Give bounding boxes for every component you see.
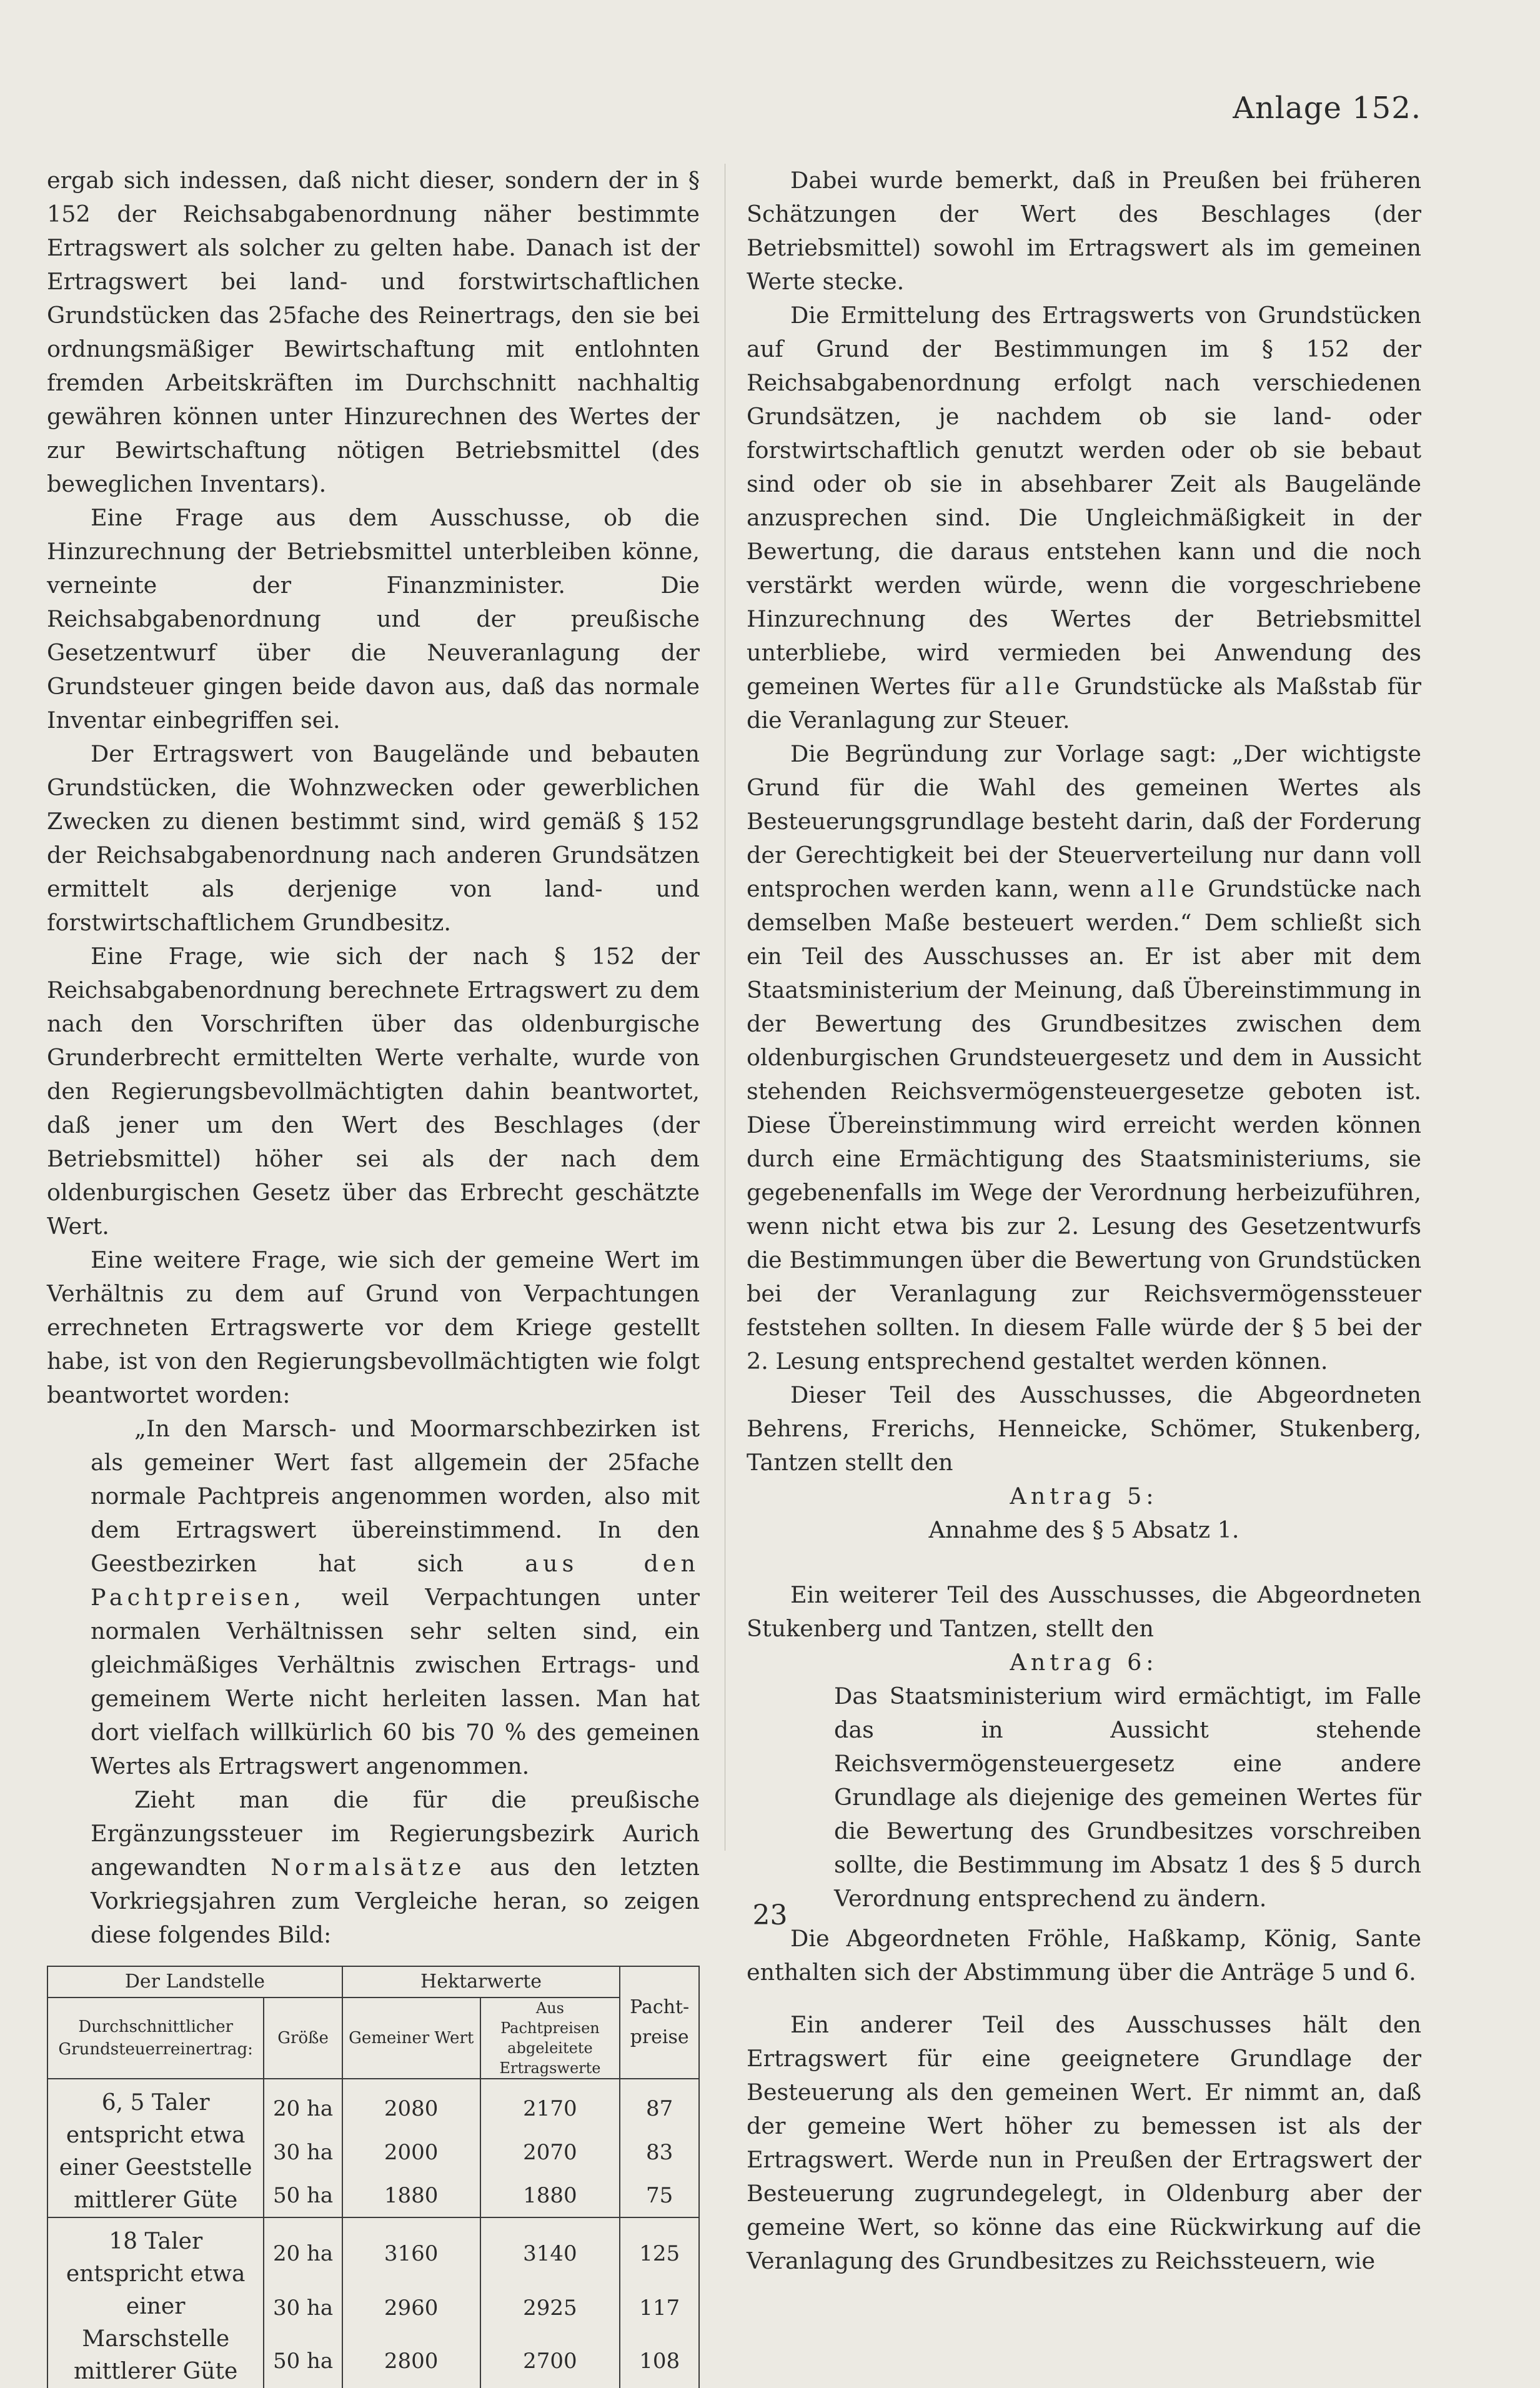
ertragswert-cell: 2700	[480, 2335, 620, 2388]
ertragswert-cell: 2070	[480, 2131, 620, 2174]
group-label: 18 Taler entspricht etwa einer Marschstelle mittlerer Güte	[47, 2217, 264, 2388]
table-row	[47, 2079, 699, 2131]
spaced-text: Normalsätze	[271, 1854, 466, 1881]
gemeiner-wert-cell: 1880	[342, 2174, 480, 2217]
header-groesse: Größe	[264, 1997, 342, 2079]
size-cell: 20 ha	[264, 2217, 342, 2282]
pachtpreis-cell: 75	[620, 2174, 699, 2217]
quote-paragraph	[47, 1412, 700, 1783]
paragraph	[747, 299, 1421, 737]
group-label: 6, 5 Taler entspricht etwa einer Geeststelle mittlerer Güte	[47, 2079, 264, 2217]
size-cell: 30 ha	[264, 2282, 342, 2335]
motion-5-body: Annahme des § 5 Absatz 1.	[928, 1516, 1239, 1543]
motion-6-title: Antrag 6:	[1010, 1649, 1158, 1676]
paragraph: Eine Frage, wie sich der nach § 152 der Reichsabgabenordnung berechnete Ertragswert zu dem nach den Vorschriften über das oldenburgische Grunderbrecht ermittelten Werte verhalte, wurde von den Regierungsbevollmächtigten dahin beantwortet, daß jener um den Wert des Beschlages (der Betriebsmittel) höher sei als der nach dem oldenburgischen Gesetz über das Erbrecht geschätzte Wert.	[47, 943, 700, 1240]
pachtpreis-cell: 108	[620, 2335, 699, 2388]
left-column	[47, 164, 700, 2388]
land-value-table	[47, 1966, 700, 2388]
ertragswert-cell: 1880	[480, 2174, 620, 2217]
motion-6-body: Das Staatsministerium wird ermächtigt, im Falle das in Aussicht stehende Reichsvermögensteuergesetz eine andere Grundlage als diejenige des gemeinen Wertes für die Bewertung des Grundbesitzes vorschreiben sollte, die Bestimmung im Absatz 1 des § 5 durch Verordnung entsprechend zu ändern.	[834, 1683, 1421, 1912]
paragraph: Eine weitere Frage, wie sich der gemeine Wert im Verhältnis zu dem auf Grund von Verpachtungen errechneten Ertragswerte vor dem Kriege gestellt habe, ist von den Regierungsbevollmächtigten wie folgt beantwortet worden:	[47, 1246, 700, 1408]
paragraph: Ein weiterer Teil des Ausschusses, die Abgeordneten Stukenberg und Tantzen, stellt den	[747, 1581, 1421, 1642]
size-cell: 50 ha	[264, 2335, 342, 2388]
pachtpreis-cell: 117	[620, 2282, 699, 2335]
header-gemeiner-wert: Gemeiner Wert	[342, 1997, 480, 2079]
quote-text: weil Verpachtungen unter normalen Verhältnissen sehr selten sind, ein gleichmäßiges Verhältnis zwischen Ertrags- und gemeinem Werte nicht herleiten lassen. Man hat dort vielfach willkürlich 60 bis 70 % des gemeinen Wertes als Ertragswert angenommen.	[91, 1584, 700, 1779]
paragraph: ergab sich indessen, daß nicht dieser, sondern der in § 152 der Reichsabgabenordnung näher bestimmte Ertragswert als solcher zu gelten habe. Danach ist der Ertragswert bei land- und forstwirtschaftlichen Grundstücken das 25fache des Reinertrags, den sie bei ordnungsmäßiger Bewirtschaftung mit entlohnten fremden Arbeitskräften im Durchschnitt nachhaltig gewähren können unter Hinzurechnen des Wertes der zur Bewirtschaftung nötigen Betriebsmittel (des beweglichen Inventars).	[47, 167, 700, 497]
paragraph-text: Grundstücke nach demselben Maße besteuert werden.“ Dem schließt sich ein Teil des Ausschusses an. Er ist aber mit dem Staatsministerium der Meinung, daß Übereinstimmung in der Bewertung des Grundbesitzes zwischen dem oldenburgischen Grundsteuergesetz und dem in Aussicht stehenden Reichsvermögensteuergesetze geboten ist. Diese Übereinstimmung wird erreicht werden können durch eine Ermächtigung des Staatsministeriums, sie gegebenenfalls im Wege der Verordnung herbeizuführen, wenn nicht etwa bis zur 2. Lesung des Gesetzentwurfs die Bestimmungen über die Bewertung von Grundstücken bei der Veranlagung zur Reichsvermögenssteuer feststehen sollten. In diesem Falle würde der § 5 bei der 2. Lesung entsprechend gestaltet werden können.	[747, 875, 1421, 1375]
spacer	[747, 1547, 1421, 1578]
paragraph: Eine Frage aus dem Ausschusse, ob die Hinzurechnung der Betriebsmittel unterbleiben könne, verneinte der Finanzminister. Die Reichsabgabenordnung und der preußische Gesetzentwurf über die Neuveranlagung der Grundsteuer gingen beide davon aus, daß das normale Inventar einbegriffen sei.	[47, 504, 700, 734]
header-landstelle: Der Landstelle	[47, 1966, 342, 1997]
ertragswert-cell: 3140	[480, 2217, 620, 2282]
gemeiner-wert-cell: 2960	[342, 2282, 480, 2335]
table-row	[47, 2217, 699, 2282]
gemeiner-wert-cell: 2080	[342, 2079, 480, 2131]
paragraph: Dieser Teil des Ausschusses, die Abgeordneten Behrens, Frerichs, Henneicke, Schömer, Stukenberg, Tantzen stellt den	[747, 1381, 1421, 1476]
page-number: 23	[752, 1899, 788, 1931]
paragraph-text: Grundstücke als Maßstab für die Veranlagung zur Steuer.	[747, 673, 1422, 734]
gemeiner-wert-cell: 2000	[342, 2131, 480, 2174]
gemeiner-wert-cell: 3160	[342, 2217, 480, 2282]
header-durchschnitt: Durchschnittlicher Grundsteuerreinertrag:	[47, 1997, 264, 2079]
pachtpreis-cell: 87	[620, 2079, 699, 2131]
size-cell: 30 ha	[264, 2131, 342, 2174]
spaced-text: alle	[1005, 673, 1065, 700]
paragraph: Ein anderer Teil des Ausschusses hält den Ertragswert für eine geeignetere Grundlage der Besteuerung als den gemeinen Wert. Er nimmt an, daß der gemeine Wert höher zu bemessen ist als der Ertragswert. Werde nun in Preußen der Ertragswert der Besteuerung zugrundegelegt, in Oldenburg aber der gemeine Wert, so könne das eine Rückwirkung auf die Veranlagung des Grundbesitzes zu Reichssteuern, wie	[747, 2011, 1421, 2274]
quote-text: „In den Marsch- und Moormarschbezirken ist als gemeiner Wert fast allgemein der 25fache normale Pachtpreis angenommen worden, also mit dem Ertragswert übereinstimmend. In den Geestbezirken hat sich	[91, 1415, 700, 1577]
size-cell: 20 ha	[264, 2079, 342, 2131]
paragraph: Dabei wurde bemerkt, daß in Preußen bei früheren Schätzungen der Wert des Beschlages (der Betriebsmittel) sowohl im Ertragswert als im gemeinen Werte stecke.	[747, 167, 1421, 295]
pachtpreis-cell: 125	[620, 2217, 699, 2282]
ertragswert-cell: 2925	[480, 2282, 620, 2335]
quote-text: aus den letzten Vorkriegsjahren zum Vergleiche heran, so zeigen diese folgendes Bild:	[91, 1854, 700, 1948]
table-body	[47, 2079, 699, 2388]
spaced-text: alle	[1140, 875, 1199, 902]
header-pachtpreise: Pacht-preise	[620, 1966, 699, 2079]
paragraph: Der Ertragswert von Baugelände und bebauten Grundstücken, die Wohnzwecken oder gewerblichen Zwecken zu dienen bestimmt sind, wird gemäß § 152 der Reichsabgabenordnung nach anderen Grundsätzen ermittelt als derjenige von land- und forstwirtschaftlichem Grundbesitz.	[47, 740, 700, 936]
paragraph	[747, 737, 1421, 1378]
paragraph-text: Die Ermittelung des Ertragswerts von Grundstücken auf Grund der Bestimmungen im § 152 der Reichsabgabenordnung erfolgt nach verschiedenen Grundsätzen, je nachdem ob sie land- oder forstwirtschaftlich genutzt werden oder ob sie bebaut sind oder ob sie in absehbarer Zeit als Baugelände anzusprechen sind. Die Ungleichmäßigkeit in der Bewertung, die daraus entstehen kann und die noch verstärkt werden würde, wenn die vorgeschriebene Hinzurechnung des Wertes der Betriebsmittel unterbliebe, wird vermieden bei Anwendung des gemeinen Wertes für	[747, 302, 1421, 700]
ertragswert-cell: 2170	[480, 2079, 620, 2131]
header-pacht-ertragswerte: Aus Pachtpreisen abgeleitete Ertragswerte	[480, 1997, 620, 2079]
pachtpreis-cell: 83	[620, 2131, 699, 2174]
right-column	[747, 164, 1421, 2278]
size-cell: 50 ha	[264, 2174, 342, 2217]
header-hektarwerte: Hektarwerte	[342, 1966, 620, 1997]
spaced-text: aus den Pachtpreisen,	[91, 1550, 700, 1611]
paragraph: Die Abgeordneten Fröhle, Haßkamp, König, Sante enthalten sich der Abstimmung über die Anträge 5 und 6.	[747, 1925, 1421, 1986]
gemeiner-wert-cell: 2800	[342, 2335, 480, 2388]
paragraph-text: Die Begründung zur Vorlage sagt: „Der wichtigste Grund für die Wahl des gemeinen Wertes als Besteuerungsgrundlage besteht darin, daß der Forderung der Gerechtigkeit bei der Steuerverteilung nur dann voll entsprochen werden kann, wenn	[747, 740, 1421, 902]
quote-text: Zieht man die für die preußische Ergänzungssteuer im Regierungsbezirk Aurich angewandten	[91, 1786, 700, 1881]
motion-5-title: Antrag 5:	[1010, 1483, 1158, 1510]
annex-label: Anlage 152.	[1233, 91, 1421, 126]
spacer	[747, 1989, 1421, 2008]
